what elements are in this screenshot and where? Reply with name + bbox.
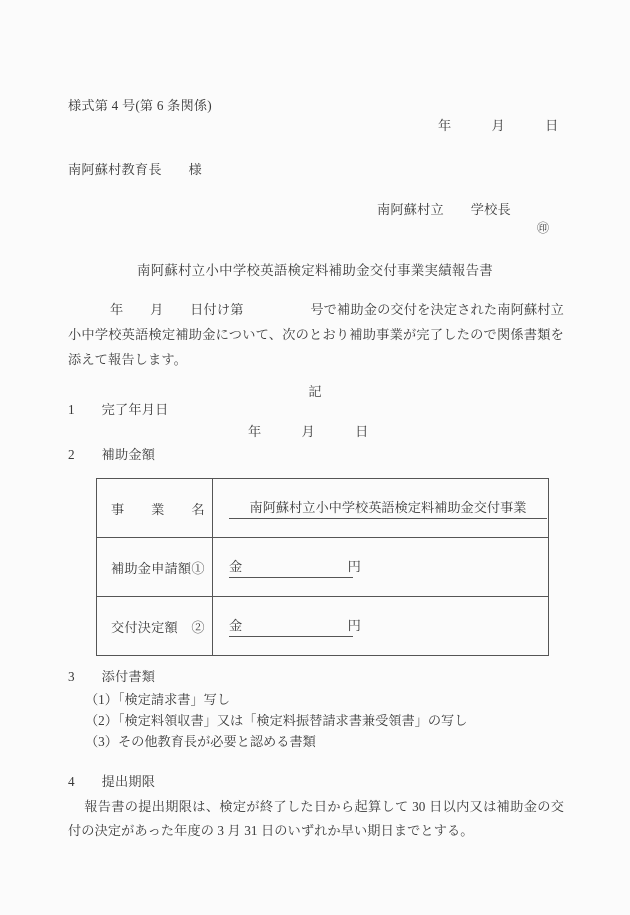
addressee-line: 南阿蘇村教育長 様 [68,162,202,177]
body-paragraph-gap [244,302,311,317]
section-1-heading: 1 完了年月日 [68,402,169,417]
table-cell-label: 補助金申請額① [97,538,213,597]
table-row [97,597,549,656]
section-4-heading: 4 提出期限 [68,774,156,789]
project-name-value: 南阿蘇村立小中学校英語検定料補助金交付事業 [229,497,547,519]
ki-marker: 記 [308,384,322,399]
page-title: 南阿蘇村立小中学校英語検定料補助金交付事業実績報告書 [137,263,493,278]
table-cell-value [213,479,549,538]
seal-stamp-icon: ㊞ [537,221,550,235]
date-line-top: 年 月 日 [438,118,559,133]
list-item: （3）その他教育長が必要と認める書類 [85,734,316,749]
subsidy-amount-table [96,478,549,656]
table-cell-value [213,538,549,597]
table-row [97,479,549,538]
list-item: （1）「検定請求書」写し [85,692,231,707]
application-amount-value: 金 円 [229,556,353,578]
form-number: 様式第 4 号(第 6 条関係) [68,98,212,113]
body-paragraph-lead: 年 月 日付け第 [110,302,244,317]
table-cell-label: 交付決定額 ② [97,597,213,656]
completion-date-line: 年 月 日 [248,424,369,439]
deadline-paragraph [68,795,564,843]
decided-amount-value: 金 円 [229,615,353,637]
issuer-line: 南阿蘇村立 学校長 [377,202,511,217]
deadline-paragraph-text: 報告書の提出期限は、検定が終了した日から起算して 30 日以内又は補助金の交付の決定があった年度の 3 月 31 日のいずれか早い期日までとする。 [68,799,564,838]
section-2-heading: 2 補助金額 [68,447,156,462]
attachment-list [85,689,467,752]
section-3-heading: 3 添付書類 [68,669,156,684]
table-cell-value [213,597,549,656]
list-item: （2）「検定料領収書」又は「検定料振替請求書兼受領書」の写し [85,713,468,728]
table-cell-label: 事 業 名 [97,479,213,538]
body-paragraph [68,297,564,372]
body-paragraph-text: 号で補助金の交付を決定された南阿蘇村立小中学校英語検定補助金について、次のとおり補助事業が完了したので関係書類を添えて報告します。 [68,302,564,367]
table-row [97,538,549,597]
